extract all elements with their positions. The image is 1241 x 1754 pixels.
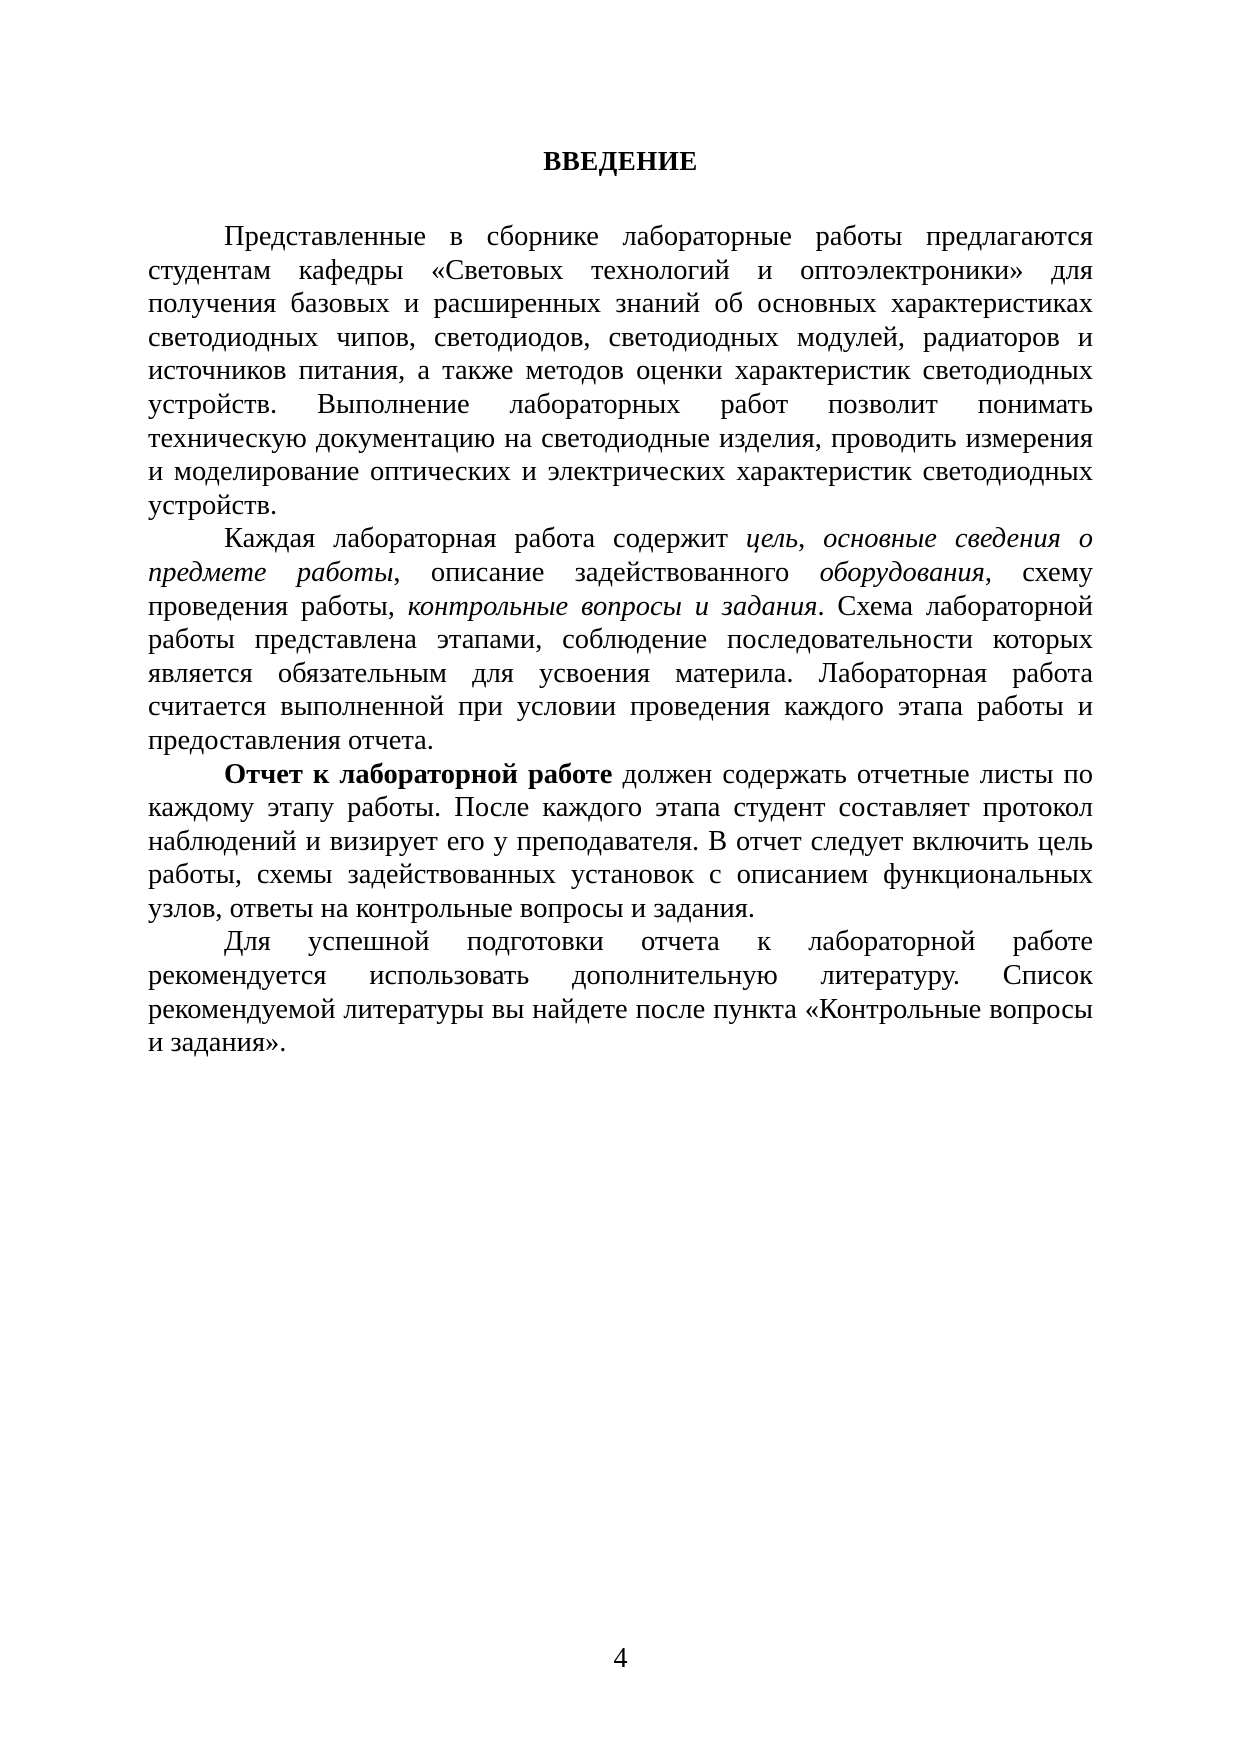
paragraph-report xyxy=(148,758,1093,926)
paragraph-intro xyxy=(148,220,1093,522)
paragraph-structure-text-5: . Схема лабораторной работы представлена этапами, соблюдение последовательности которых является обязательным для усвоения материла. Лабораторная работа считается выполненной при условии проведения каждого этапа работы и предоставления отчета. xyxy=(148,590,1093,756)
paragraph-literature xyxy=(148,925,1093,1059)
page-number: 4 xyxy=(613,1643,628,1674)
paragraph-structure-italic-2: основные сведения о предмете работы xyxy=(148,523,1093,588)
paragraph-intro-text: Представленные в сборнике лабораторные работы предлагаются студентам кафедры «Световых технологий и оптоэлектроники» для получения базовых и расширенных знаний об основных характеристиках светодиодных чипов, светодиодов, светодиодных модулей, радиаторов и источников питания, а также методов оценки характеристик светодиодных устройств. Выполнение лабораторных работ позволит понимать техническую документацию на светодиодные изделия, проводить измерения и моделирование оптических и электрических характеристик светодиодных устройств. xyxy=(148,221,1093,521)
paragraph-literature-text: Для успешной подготовки отчета к лабораторной работе рекомендуется использовать дополнительную литературу. Список рекомендуемой литературы вы найдете после пункта «Контрольные вопросы и задания». xyxy=(148,926,1093,1059)
paragraph-structure-text-1: Каждая лабораторная работа содержит xyxy=(224,523,746,555)
paragraph-report-text: должен содержать отчетные листы по каждому этапу работы. После каждого этапа студент составляет протокол наблюдений и визирует его у преподавателя. В отчет следует включить цель работы, схемы задействованных установок с описанием функциональных узлов, ответы на контрольные вопросы и задания. xyxy=(148,758,1093,924)
paragraph-structure xyxy=(148,522,1093,757)
paragraph-structure-italic-1: цель xyxy=(745,523,799,555)
paragraph-structure-text-3: , описание задействованного xyxy=(393,556,820,588)
paragraph-structure-text-4: , схему проведения работы, xyxy=(148,556,1093,622)
paragraph-structure-italic-3: оборудования xyxy=(819,556,985,588)
section-heading: ВВЕДЕНИЕ xyxy=(543,146,698,176)
body-text xyxy=(148,220,1093,1060)
paragraph-structure-italic-4: контрольные вопросы и задания xyxy=(407,590,818,622)
paragraph-report-bold: Отчет к лабораторной работе xyxy=(224,758,613,790)
paragraph-structure-text-2: , xyxy=(798,523,824,555)
